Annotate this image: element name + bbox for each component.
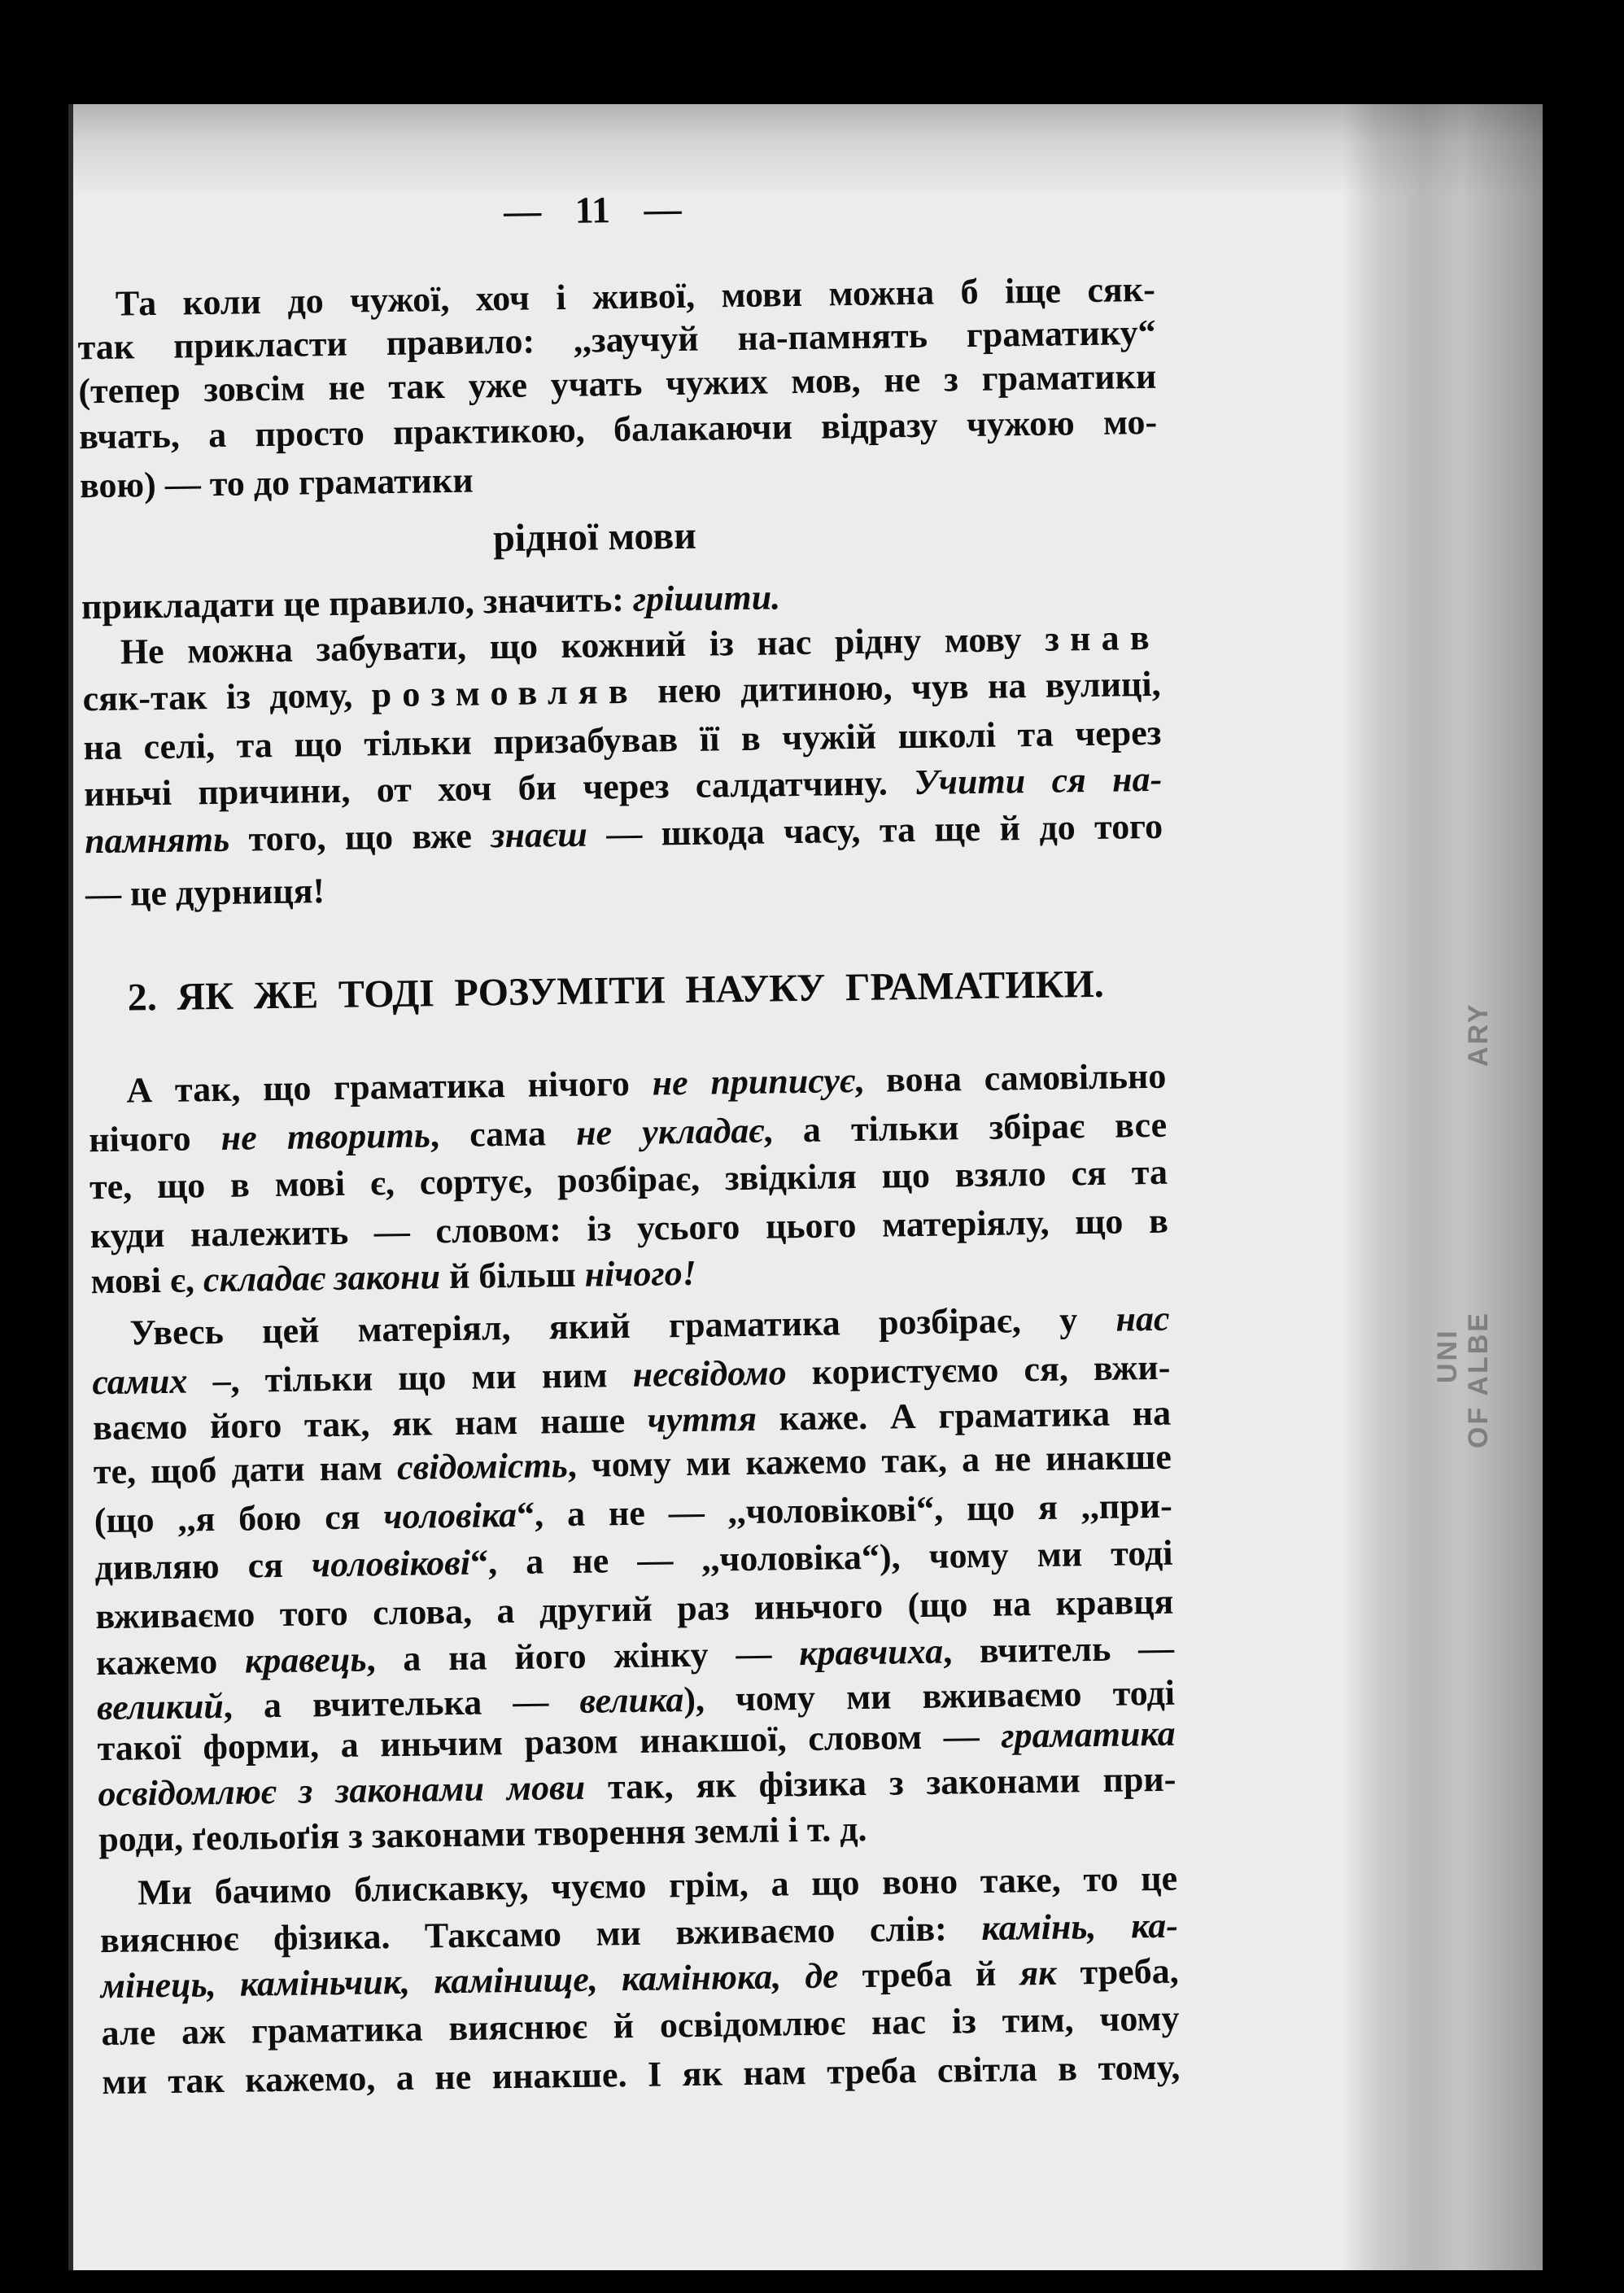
text-run: А так, що граматика нічого [126, 1063, 653, 1111]
text-run: , вчитель — [942, 1627, 1175, 1671]
text-run: , а тільки збірає все [763, 1104, 1168, 1151]
text-run: –, тільки що ми ним [187, 1354, 633, 1401]
stamp-text: UNI [1432, 1328, 1463, 1383]
stamp-text: ARY [1463, 1002, 1494, 1068]
italic-text-run: освідомлює з законами мови [98, 1767, 586, 1815]
text-run: дивляю ся [94, 1544, 312, 1588]
text-run: нічого [88, 1117, 222, 1160]
italic-text-run: мінець, каміньчик, камінище, камінюка, де [100, 1955, 839, 2007]
text-run: — шкода часу, та ще й до того [587, 806, 1163, 854]
text-run: Не можна забувати, що кожний із нас рідну мову [120, 618, 1046, 672]
text-run: Увесь цей матеріял, який граматика розбірає, у [129, 1299, 1116, 1353]
italic-text-run: складає закони [203, 1256, 441, 1300]
text-run: те, щоб дати нам [93, 1447, 398, 1492]
text-run: нею дитиною, чув на вулиці, [638, 663, 1161, 711]
page-number: — 11 — [503, 187, 682, 232]
text-run: на селі, та що тільки призабував її в чужій школі та через [83, 712, 1162, 768]
text-run: прикладати це правило, значить: [81, 579, 634, 627]
italic-text-run: нічого! [584, 1252, 697, 1295]
text-line [85, 856, 1164, 918]
text-run: (тепер зовсім не так уже учать чужих мов, не з граматики [78, 356, 1157, 412]
text-run: ), чому ми вживаємо тоді [683, 1672, 1176, 1720]
stamp-text: OF ALBE [1463, 1311, 1494, 1448]
italic-text-run: не приписує [652, 1060, 855, 1103]
text-run: вживаємо того слова, а другий раз иньчого (що на кравця [95, 1581, 1174, 1637]
text-run: , вона самовільно [853, 1055, 1167, 1101]
section-heading: 2. ЯК ЖЕ ТОДІ РОЗУМІТИ НАУКУ ГРАМАТИКИ. [127, 962, 1105, 1020]
text-run: так, як фізика з законами при- [584, 1758, 1177, 1807]
italic-text-run: кравчиха [798, 1631, 944, 1674]
text-run: Ми бачимо блискавку, чуємо грім, а що воно таке, то це [137, 1858, 1178, 1913]
italic-text-run: не укладає [575, 1110, 764, 1153]
spaced-text-run: розмовляв [371, 670, 640, 715]
text-run: ми так кажемо, а не инакше. І як нам треба світла в тому, [102, 2046, 1181, 2103]
italic-text-run: велика [579, 1679, 684, 1721]
italic-text-run: знаєш [490, 814, 588, 856]
text-run: вчать, а просто практикою, балакаючи відразу чужою мо- [78, 401, 1158, 457]
text-run: , чому ми кажемо так, а не инакше [567, 1436, 1172, 1486]
text-run: иньчі причини, от хоч би через салдатчину. [83, 762, 915, 815]
italic-text-run: великий [96, 1685, 225, 1728]
spaced-text-run: знав [1044, 617, 1161, 659]
centered-subheading: рідної мови [492, 513, 697, 561]
text-run: сяк-так із дому, [82, 675, 373, 719]
text-run: треба й [838, 1953, 1020, 1996]
text-run: так прикласти правило: ,,заучуй на-памнять граматику“ [77, 312, 1156, 368]
italic-text-run: чоловіка [383, 1494, 517, 1537]
text-run: й більш [439, 1254, 586, 1297]
text-run: “, а не — ,,чоловікові“, що я ,,при- [516, 1485, 1172, 1535]
text-run: Та коли до чужої, хоч і живої, мови можна б іще сяк- [115, 269, 1156, 324]
text-run: але аж граматика вияснює й освідомлює нас із тим, чому [101, 1998, 1180, 2054]
italic-text-run: не творить [220, 1115, 431, 1158]
text-run: , а вчителька — [223, 1680, 580, 1726]
text-run: користуємо ся, вжи- [786, 1347, 1171, 1393]
text-run: треба, [1056, 1950, 1179, 1993]
italic-text-run: чуття [647, 1398, 757, 1440]
italic-text-run: кравець [244, 1639, 367, 1681]
italic-text-run: самих [92, 1361, 188, 1403]
text-run: те, що в мові є, сортує, розбірає, звідкіля що взяло ся та [89, 1151, 1168, 1208]
text-run: , а на його жінку — [366, 1633, 800, 1679]
italic-text-run: памнять [84, 819, 230, 862]
text-run: каже. А граматика на [756, 1392, 1172, 1439]
italic-text-run: свідомість [396, 1445, 569, 1487]
text-run: мові є, [90, 1260, 204, 1302]
text-run: куди належить — словом: із усього цього матеріялу, що в [89, 1200, 1169, 1256]
text-run: “, а не — ,,чоловіка“), чому ми тоді [469, 1532, 1173, 1583]
text-run: роди, ґеольоґія з законами творення землі і т. д. [98, 1808, 867, 1860]
text-run: — це дурниця! [85, 871, 325, 915]
italic-text-run: граматика [1000, 1713, 1176, 1756]
text-run: , сама [430, 1112, 577, 1155]
italic-text-run: нас [1115, 1298, 1170, 1339]
italic-text-run: несвідомо [632, 1352, 788, 1395]
text-run: (що ,,я бою ся [94, 1496, 384, 1541]
italic-text-run: камінь, ка- [980, 1905, 1179, 1948]
italic-text-run: як [1019, 1952, 1057, 1994]
text-run: того, що вже [229, 815, 491, 859]
text-run: кажемо [95, 1640, 246, 1684]
italic-text-run: чоловікові [311, 1542, 471, 1585]
italic-text-run: Учити ся на- [913, 758, 1163, 803]
text-run: ваємо його так, як нам наше [92, 1400, 648, 1448]
text-run: вияснює фізика. Таксамо ми вживаємо слів: [99, 1908, 982, 1961]
text-run: такої форми, а иньчим разом инакшої, словом — [97, 1715, 1002, 1769]
text-run: вою) — то до граматики [79, 460, 474, 506]
italic-text-run: грішити. [632, 577, 781, 619]
